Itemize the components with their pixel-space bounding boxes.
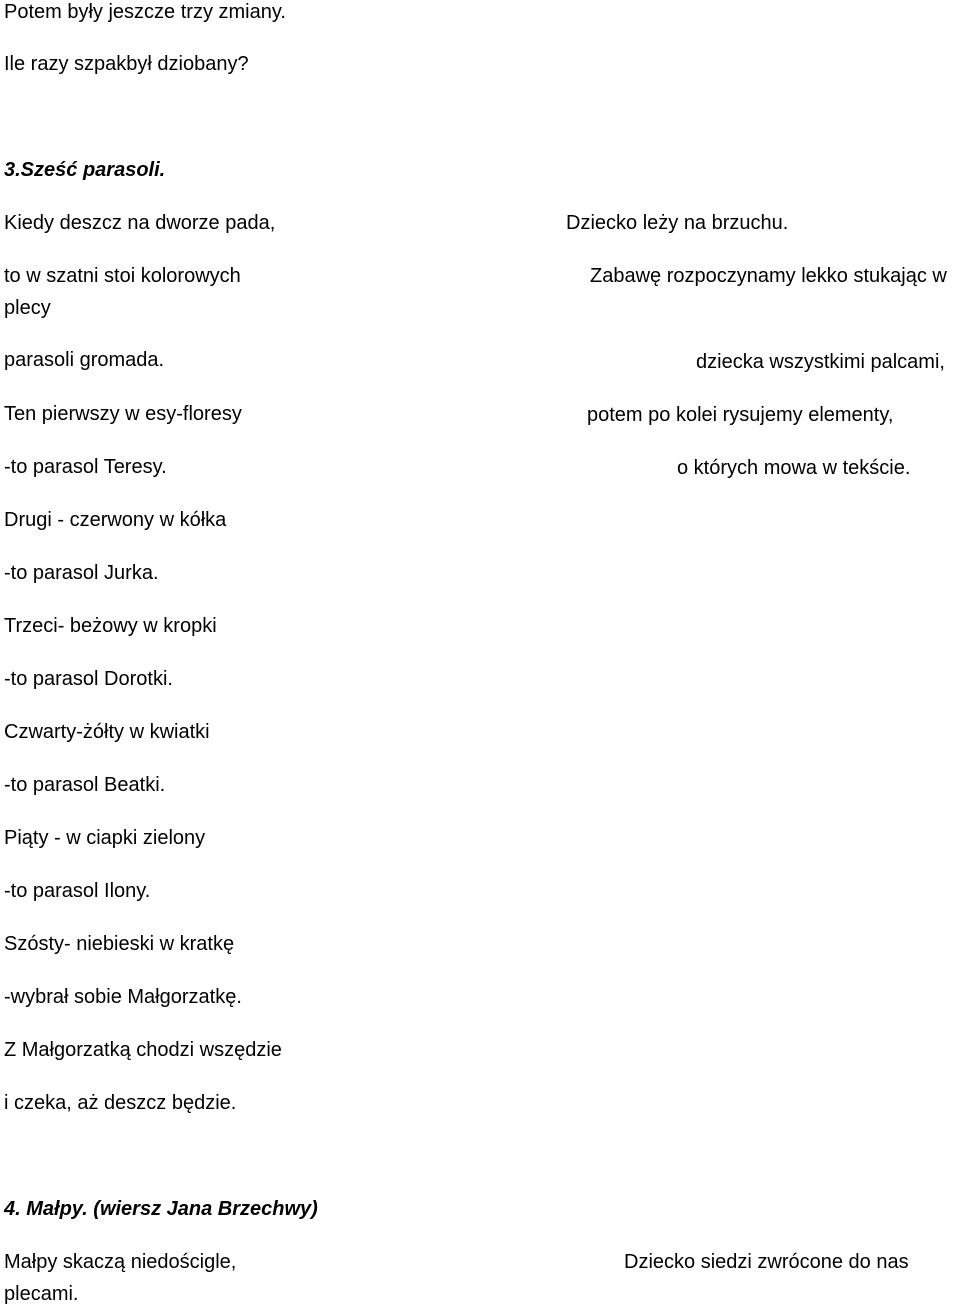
instruction-line: o których mowa w tekście. xyxy=(677,457,911,479)
poem-line: -to parasol Ilony. xyxy=(4,880,151,902)
instruction-line: dziecka wszystkimi palcami, xyxy=(696,351,945,373)
poem-line: plecami. xyxy=(4,1283,79,1305)
poem-line: plecy xyxy=(4,297,51,319)
instruction-line: Zabawę rozpoczynamy lekko stukając w xyxy=(590,265,947,287)
poem-line: -to parasol Jurka. xyxy=(4,562,159,584)
intro-line-2: Ile razy szpakbył dziobany? xyxy=(4,53,249,75)
poem-line: Szósty- niebieski w kratkę xyxy=(4,933,235,955)
poem-line: to w szatni stoi kolorowych xyxy=(4,265,241,287)
instruction-line: Dziecko leży na brzuchu. xyxy=(566,212,789,234)
poem-line: -to parasol Beatki. xyxy=(4,774,166,796)
intro-line-1: Potem były jeszcze trzy zmiany. xyxy=(4,1,286,23)
poem-line: Trzeci- beżowy w kropki xyxy=(4,615,217,637)
poem-line: -to parasol Dorotki. xyxy=(4,668,173,690)
poem-line: -to parasol Teresy. xyxy=(4,456,167,478)
poem-line: Czwarty-żółty w kwiatki xyxy=(4,721,210,743)
section-3-heading: 3.Sześć parasoli. xyxy=(4,159,166,181)
poem-line: parasoli gromada. xyxy=(4,349,165,371)
poem-line: Piąty - w ciapki zielony xyxy=(4,827,206,849)
poem-line: Kiedy deszcz na dworze pada, xyxy=(4,212,276,234)
poem-line: Ten pierwszy w esy-floresy xyxy=(4,403,242,425)
instruction-line: Dziecko siedzi zwrócone do nas xyxy=(624,1251,909,1273)
poem-line: i czeka, aż deszcz będzie. xyxy=(4,1092,237,1114)
poem-line: Drugi - czerwony w kółka xyxy=(4,509,227,531)
poem-line: Z Małgorzatką chodzi wszędzie xyxy=(4,1039,282,1061)
section-4-heading: 4. Małpy. (wiersz Jana Brzechwy) xyxy=(4,1198,318,1220)
poem-line: Małpy skaczą niedościgle, xyxy=(4,1251,237,1273)
poem-line: -wybrał sobie Małgorzatkę. xyxy=(4,986,242,1008)
instruction-line: potem po kolei rysujemy elementy, xyxy=(587,404,894,426)
